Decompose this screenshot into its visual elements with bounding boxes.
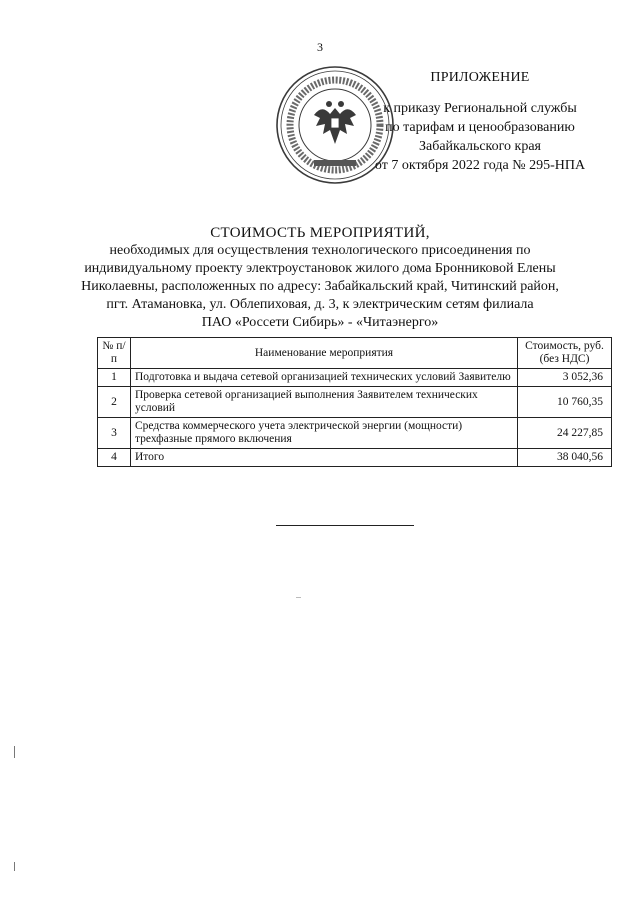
scan-speck — [14, 746, 15, 758]
title-line: Николаевны, расположенных по адресу: Забайкальский край, Читинский район, — [81, 279, 559, 294]
scan-speck — [296, 597, 301, 598]
row-name: Средства коммерческого учета электрической энергии (мощности) трехфазные прямого включения — [131, 418, 518, 449]
row-num: 3 — [98, 418, 131, 449]
row-num: 1 — [98, 369, 131, 387]
appendix-block — [330, 68, 630, 175]
title-line: ПАО «Россети Сибирь» - «Читаэнерго» — [201, 315, 439, 330]
scan-speck — [14, 862, 15, 871]
page-number: 3 — [317, 40, 323, 54]
appendix-heading: ПРИЛОЖЕНИЕ — [430, 70, 530, 85]
row-name: Проверка сетевой организацией выполнения Заявителем технических условий — [131, 387, 518, 418]
row-name: Итого — [131, 449, 518, 467]
row-cost: 38 040,56 — [518, 449, 612, 467]
cost-table — [97, 337, 612, 467]
row-num: 2 — [98, 387, 131, 418]
row-cost: 24 227,85 — [518, 418, 612, 449]
table-header-row — [98, 338, 612, 369]
title-line: пгт. Атамановка, ул. Облепиховая, д. 3, к электрическим сетям филиала — [106, 297, 534, 312]
row-num: 4 — [98, 449, 131, 467]
appendix-line: по тарифам и ценообразованию — [385, 120, 575, 135]
title-line: индивидуальному проекту электроустановок жилого дома Бронниковой Елены — [84, 261, 556, 276]
signature-line — [276, 525, 414, 526]
title-line: необходимых для осуществления технологического присоединения по — [109, 243, 531, 258]
header-num: № п/п — [98, 338, 131, 369]
table-row — [98, 418, 612, 449]
row-name: Подготовка и выдача сетевой организацией технических условий Заявителю — [131, 369, 518, 387]
row-cost: 3 052,36 — [518, 369, 612, 387]
table-row — [98, 387, 612, 418]
appendix-line: к приказу Региональной службы — [383, 101, 577, 116]
header-name: Наименование мероприятия — [131, 338, 518, 369]
appendix-line: от 7 октября 2022 года № 295-НПА — [374, 158, 586, 173]
document-title: СТОИМОСТЬ МЕРОПРИЯТИЙ, — [210, 225, 430, 241]
table-row — [98, 449, 612, 467]
document-title-block — [60, 224, 580, 332]
table-row — [98, 369, 612, 387]
row-cost: 10 760,35 — [518, 387, 612, 418]
header-cost: Стоимость, руб. (без НДС) — [518, 338, 612, 369]
appendix-line: Забайкальского края — [418, 139, 541, 154]
